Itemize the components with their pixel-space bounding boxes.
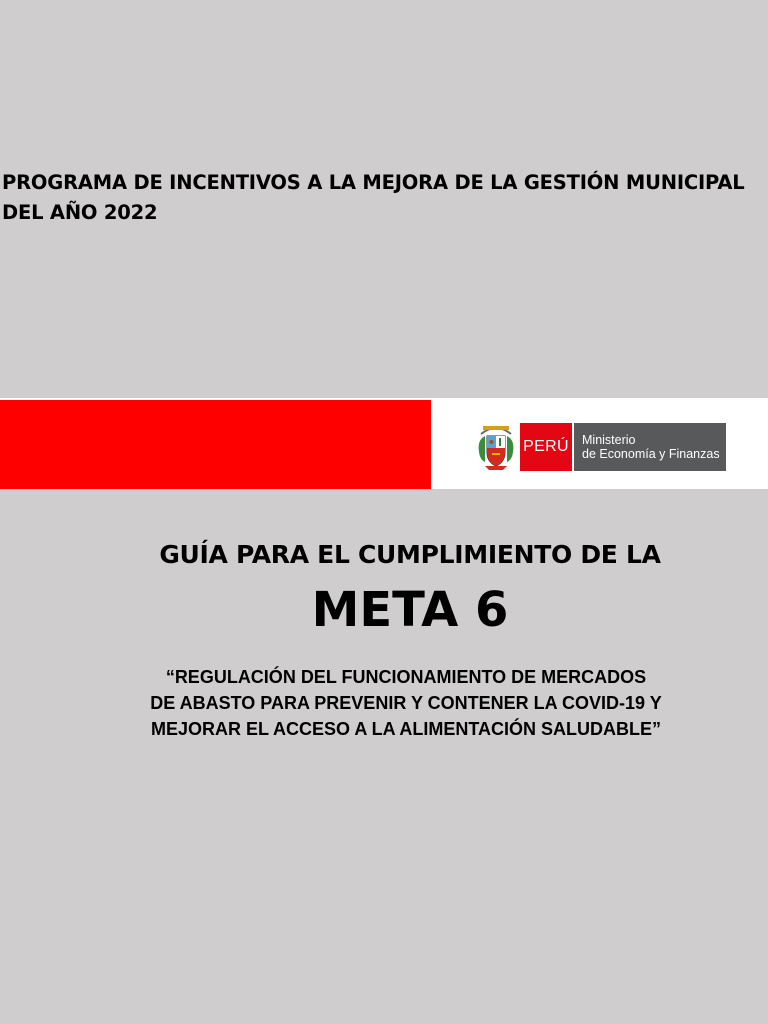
banner-red-band [0,400,431,489]
ministry-label-line-2: de Economía y Finanzas [582,447,720,461]
subtitle-line-3: MEJORAR EL ACCESO A LA ALIMENTACIÓN SALUDABLE” [150,719,661,739]
peru-label: PERÚ [520,423,572,471]
subtitle-line-1: “REGULACIÓN DEL FUNCIONAMIENTO DE MERCADOS [165,667,647,687]
subtitle-line-2: DE ABASTO PARA PREVENIR Y CONTENER LA COVID-19 Y [150,693,662,713]
program-title-line-1: PROGRAMA DE INCENTIVOS A LA MEJORA DE LA GESTIÓN MUNICIPAL [2,171,745,194]
peru-coat-of-arms-icon [477,422,515,472]
program-title [2,168,762,228]
ministry-label [574,423,726,471]
ministry-label-line-1: Ministerio [582,433,636,447]
program-title-line-2: DEL AÑO 2022 [2,201,158,224]
meta-title: META 6 [311,582,509,638]
guide-title: GUÍA PARA EL CUMPLIMIENTO DE LA [159,540,661,569]
meta-subtitle [0,664,768,742]
